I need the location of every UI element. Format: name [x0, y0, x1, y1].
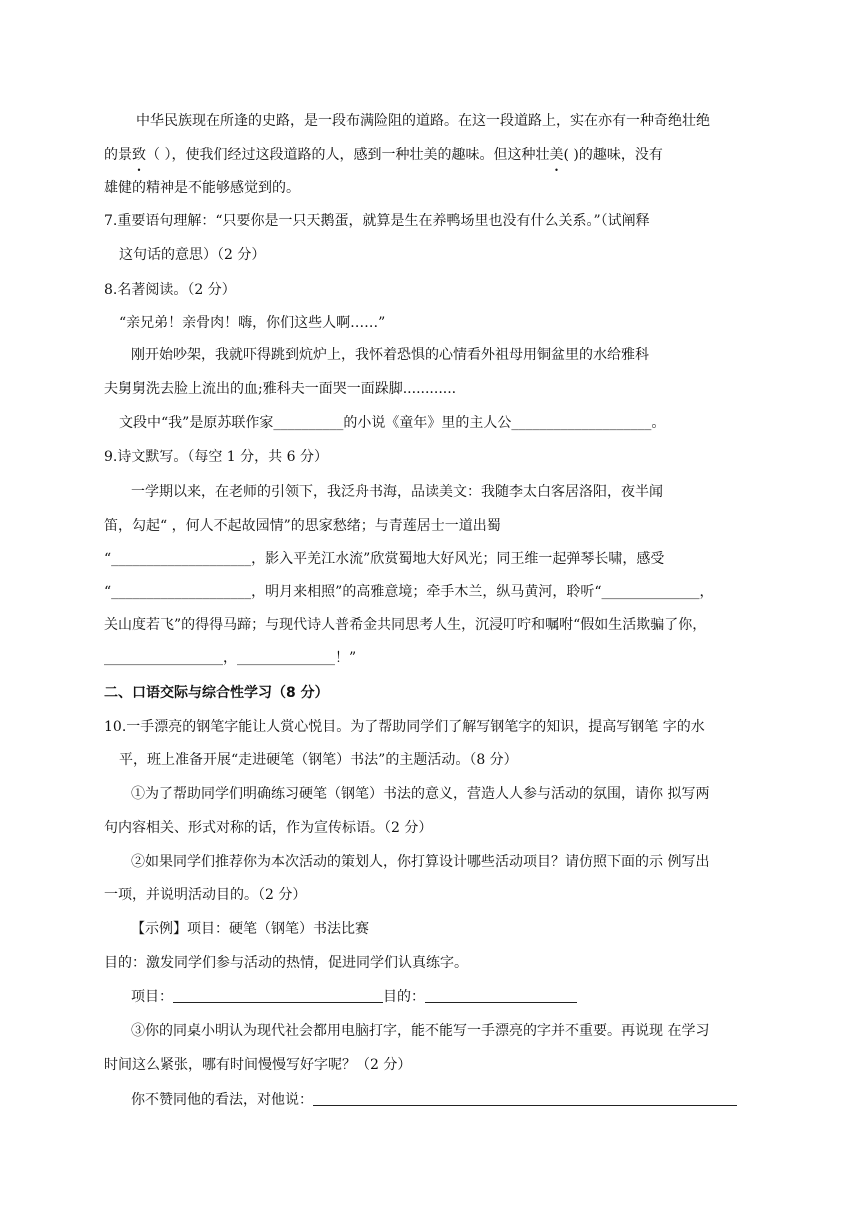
- q10-line-2: 平，班上准备开展“走进硬笔（钢笔）书法”的主题活动。（8 分）: [119, 752, 518, 768]
- passage-line-2-c: ( )的趣味，没有: [563, 147, 663, 163]
- reply-answer-blank[interactable]: [313, 1091, 737, 1106]
- q10-part-2-a: ②如果同学们推荐你为本次活动的策划人，你打算设计哪些活动项目？请仿照下面的示 例写出: [131, 854, 710, 870]
- dotted-char-zhi: 致: [132, 147, 146, 163]
- purpose-label: 目的：: [383, 989, 425, 1005]
- item-label: 项目：: [131, 989, 173, 1005]
- item-answer-blank[interactable]: [173, 988, 383, 1003]
- purpose-answer-blank[interactable]: [425, 988, 577, 1003]
- passage-line-2-b: （ ），使我们经过这段道路的人，感到一种壮美的趣味。但这种壮: [146, 147, 550, 163]
- q9-line-2: 笛，勾起“ ，何人不起故园情”的思家愁绪；与青莲居士一道出蜀: [104, 518, 501, 534]
- passage-line-2-a: 的景: [104, 147, 132, 163]
- q10-example: 【示例】项目：硬笔（钢笔）书法比赛: [131, 921, 369, 937]
- reply-label: 你不赞同他的看法，对他说：: [131, 1092, 313, 1108]
- q10-line-1: 10.一手漂亮的钢笔字能让人赏心悦目。为了帮助同学们了解写钢笔字的知识，提高写钢笔 字的水: [104, 719, 705, 735]
- q8-blank-line: 文段中“我”是原苏联作家__________的小说《童年》里的主人公____________________。: [119, 415, 666, 431]
- q9-title: 9.诗文默写。（每空 1 分，共 6 分）: [104, 449, 328, 465]
- dotted-char-mei: 美: [549, 147, 564, 163]
- q9-line-5: 关山度若飞”的得得马蹄；与现代诗人普希金共同思考人生，沉浸叮咛和嘱咐“假如生活欺骗了你，: [104, 617, 707, 633]
- q9-line-4: “____________________，明月来相照”的高雅意境；牵手木兰，纵马黄河，聆听“______________，: [104, 584, 714, 600]
- q10-part-1-a: ①为了帮助同学们明确练习硬笔（钢笔）书法的意义，营造人人参与活动的氛围，请你 拟写两: [131, 786, 710, 802]
- passage-line-2: [104, 145, 663, 165]
- q10-part-3-b: 时间这么紧张，哪有时间慢慢写好字呢？（2 分）: [104, 1057, 412, 1073]
- q7-line-1: 7.重要语句理解：“只要你是一只天鹅蛋，就算是生在养鸭场里也没有什么关系。”（试阐释: [104, 213, 650, 229]
- section-2-heading: 二、口语交际与综合性学习（8 分）: [104, 685, 329, 701]
- q10-example-purpose: 目的：激发同学们参与活动的热情，促进同学们认真练字。: [104, 955, 468, 971]
- q8-quote: “亲兄弟！亲骨肉！嗨，你们这些人啊……”: [119, 315, 386, 331]
- q10-answer-row: [131, 987, 577, 1007]
- q9-line-1: 一学期以来，在老师的引领下，我泛舟书海，品读美文：我随李太白客居洛阳，夜半闻: [131, 484, 663, 500]
- q10-part-1-b: 句内容相关、形式对称的话，作为宣传标语。（2 分）: [104, 820, 433, 836]
- q10-reply-row: [131, 1090, 737, 1110]
- q10-part-2-b: 一项，并说明活动目的。（2 分）: [104, 887, 307, 903]
- q8-text-1: 刚开始吵架，我就吓得跳到炕炉上，我怀着恐惧的心情看外祖母用铜盆里的水给雅科: [131, 347, 649, 363]
- q7-line-2: 这句话的意思）（2 分）: [119, 247, 266, 263]
- q9-line-3: “____________________，影入平羌江水流”欣赏蜀地大好风光；同王维一起弹琴长啸，感受: [104, 551, 665, 567]
- q8-title: 8.名著阅读。（2 分）: [104, 282, 236, 298]
- passage-line-3: 雄健的精神是不能够感觉到的。: [104, 180, 300, 196]
- passage-line-1: 中华民族现在所逢的史路，是一段布满险阻的道路。在这一段道路上，实在亦有一种奇绝壮绝: [136, 113, 710, 129]
- q8-text-2: 夫舅舅洗去脸上流出的血;雅科夫一面哭一面跺脚............: [104, 381, 457, 397]
- q9-line-6: _________________，______________！”: [104, 650, 357, 666]
- q10-part-3-a: ③你的同桌小明认为现代社会都用电脑打字，能不能写一手漂亮的字并不重要。再说现 在学习: [131, 1023, 710, 1039]
